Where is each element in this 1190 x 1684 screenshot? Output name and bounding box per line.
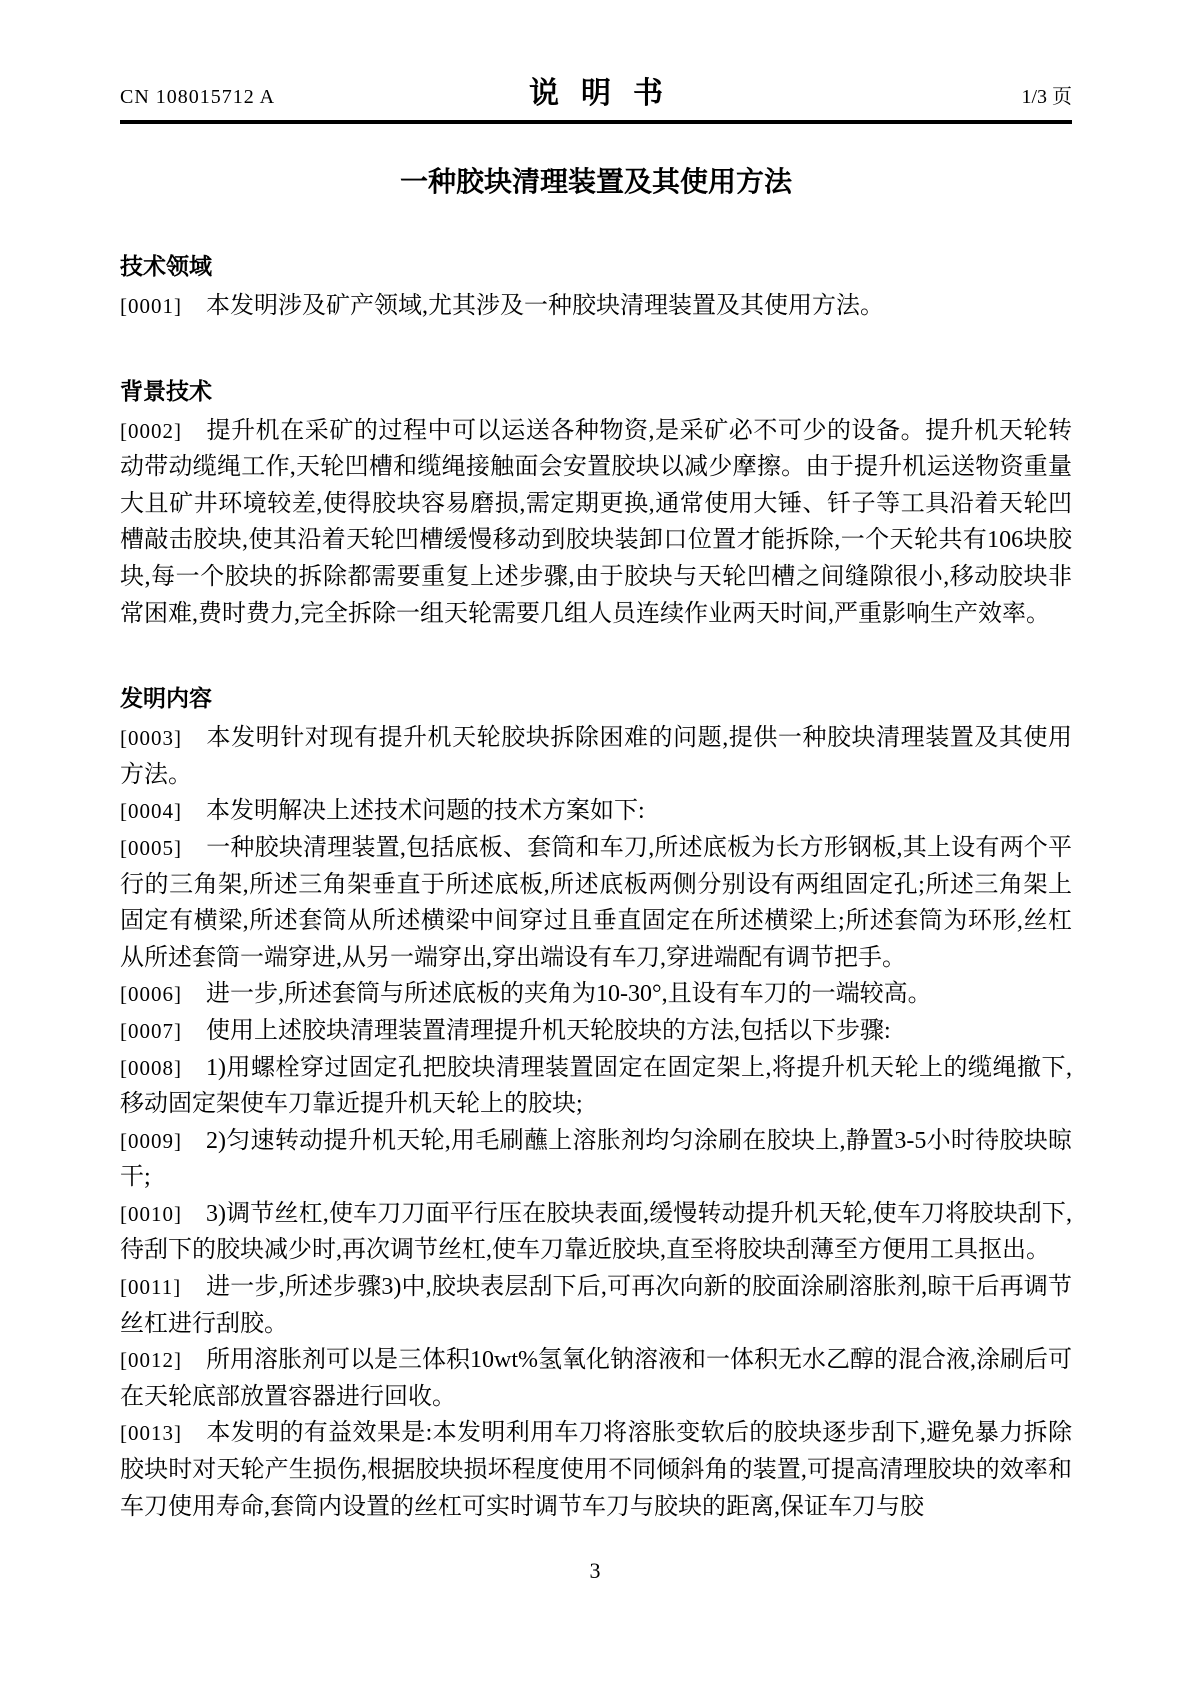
paragraph-text: 一种胶块清理装置,包括底板、套筒和车刀,所述底板为长方形钢板,其上设有两个平行的三角架,所述三角架垂直于所述底板,所述底板两侧分别设有两组固定孔;所述三角架上固定有横梁,所述套筒从所述横梁中间穿过且垂直固定在所述横梁上;所述套筒为环形,丝杠从所述套筒一端穿进,从另一端穿出,穿出端设有车刀,穿进端配有调节把手。 bbox=[120, 834, 1072, 971]
section-heading: 背景技术 bbox=[120, 377, 212, 404]
paragraph-number: [0007] bbox=[120, 1018, 182, 1043]
paragraph-text: 1)用螺栓穿过固定孔把胶块清理装置固定在固定架上,将提升机天轮上的缆绳撤下,移动固定架使车刀靠近提升机天轮上的胶块; bbox=[120, 1054, 1072, 1118]
patent-title: 一种胶块清理装置及其使用方法 bbox=[399, 166, 792, 197]
section-heading: 技术领域 bbox=[120, 253, 212, 279]
page-number: 3 bbox=[589, 1558, 601, 1583]
paragraph-number: [0010] bbox=[120, 1201, 182, 1226]
paragraph bbox=[120, 1196, 1072, 1269]
paragraph-number: [0001] bbox=[120, 294, 182, 318]
page-header bbox=[120, 68, 1072, 112]
paragraph bbox=[120, 976, 1072, 1013]
paragraph-text: 进一步,所述套筒与所述底板的夹角为10-30°,且设有车刀的一端较高。 bbox=[206, 981, 932, 1008]
paragraph-number: [0005] bbox=[120, 835, 182, 860]
paragraph bbox=[120, 1269, 1072, 1342]
paragraph-number: [0009] bbox=[120, 1128, 182, 1153]
paragraph-number: [0013] bbox=[120, 1421, 182, 1446]
paragraph-text: 本发明的有益效果是:本发明利用车刀将溶胀变软后的胶块逐步刮下,避免暴力拆除胶块时对天轮产生损伤,根据胶块损坏程度使用不同倾斜角的装置,可提高清理胶块的效率和车刀使用寿命,套筒内设置的丝杠可实时调节车刀与胶块的距离,保证车刀与胶 bbox=[120, 1420, 1072, 1520]
paragraph-text: 使用上述胶块清理装置清理提升机天轮胶块的方法,包括以下步骤: bbox=[206, 1017, 891, 1044]
paragraph bbox=[120, 413, 1072, 633]
section-background-art bbox=[120, 373, 1072, 633]
paragraph-text: 2)匀速转动提升机天轮,用毛刷蘸上溶胀剂均匀涂刷在胶块上,静置3-5小时待胶块晾干; bbox=[120, 1127, 1072, 1191]
paragraph-text: 进一步,所述步骤3)中,胶块表层刮下后,可再次向新的胶面涂刷溶胀剂,晾干后再调节丝杠进行刮胶。 bbox=[120, 1274, 1072, 1337]
paragraph-text: 提升机在采矿的过程中可以运送各种物资,是采矿必不可少的设备。提升机天轮转动带动缆绳工作,天轮凹槽和缆绳接触面会安置胶块以减少摩擦。由于提升机运送物资重量大且矿井环境较差,使得胶块容易磨损,需定期更换,通常使用大锤、钎子等工具沿着天轮凹槽敲击胶块,使其沿着天轮凹槽缓慢移动到胶块装卸口位置才能拆除,一个天轮共有106块胶块,每一个胶块的拆除都需要重复上述步骤,由于胶块与天轮凹槽之间缝隙很小,移动胶块非常困难,费时费力,完全拆除一组天轮需要几组人员连续作业两天时间,严重影响生产效率。 bbox=[120, 417, 1072, 627]
doc-type-title: 说明书 bbox=[529, 77, 685, 110]
section-heading: 发明内容 bbox=[120, 685, 212, 712]
paragraph bbox=[120, 1342, 1072, 1415]
paragraph-number: [0006] bbox=[120, 982, 182, 1007]
paragraph bbox=[120, 1013, 1072, 1050]
paragraph bbox=[120, 288, 1072, 325]
paragraph-text: 本发明涉及矿产领域,尤其涉及一种胶块清理装置及其使用方法。 bbox=[206, 293, 884, 319]
paragraph-number: [0003] bbox=[120, 726, 182, 751]
paragraph-text: 所用溶胀剂可以是三体积10wt%氢氧化钠溶液和一体积无水乙醇的混合液,涂刷后可在天轮底部放置容器进行回收。 bbox=[120, 1347, 1072, 1410]
page-indicator: 1/3 页 bbox=[1021, 86, 1072, 108]
paragraph-number: [0004] bbox=[120, 799, 182, 824]
paragraph-number: [0012] bbox=[120, 1348, 182, 1373]
paragraph-number: [0011] bbox=[120, 1275, 182, 1300]
paragraph-number: [0008] bbox=[120, 1055, 182, 1080]
paragraph-text: 3)调节丝杠,使车刀刀面平行压在胶块表面,缓慢转动提升机天轮,使车刀将胶块刮下,待刮下的胶块减少时,再次调节丝杠,使车刀靠近胶块,直至将胶块刮薄至方便用工具抠出。 bbox=[120, 1200, 1072, 1264]
paragraph-text: 本发明针对现有提升机天轮胶块拆除困难的问题,提供一种胶块清理装置及其使用方法。 bbox=[120, 725, 1072, 788]
paragraph bbox=[120, 830, 1072, 976]
paragraph bbox=[120, 1415, 1072, 1525]
header-rule bbox=[120, 120, 1072, 124]
paragraph bbox=[120, 1050, 1072, 1123]
section-technical-field bbox=[120, 248, 1072, 325]
paragraph-text: 本发明解决上述技术问题的技术方案如下: bbox=[206, 798, 645, 825]
section-invention-content bbox=[120, 680, 1072, 1525]
paragraph bbox=[120, 720, 1072, 793]
paragraph bbox=[120, 1123, 1072, 1196]
doc-number: CN 108015712 A bbox=[120, 86, 276, 108]
paragraph bbox=[120, 793, 1072, 830]
paragraph-number: [0002] bbox=[120, 418, 182, 443]
